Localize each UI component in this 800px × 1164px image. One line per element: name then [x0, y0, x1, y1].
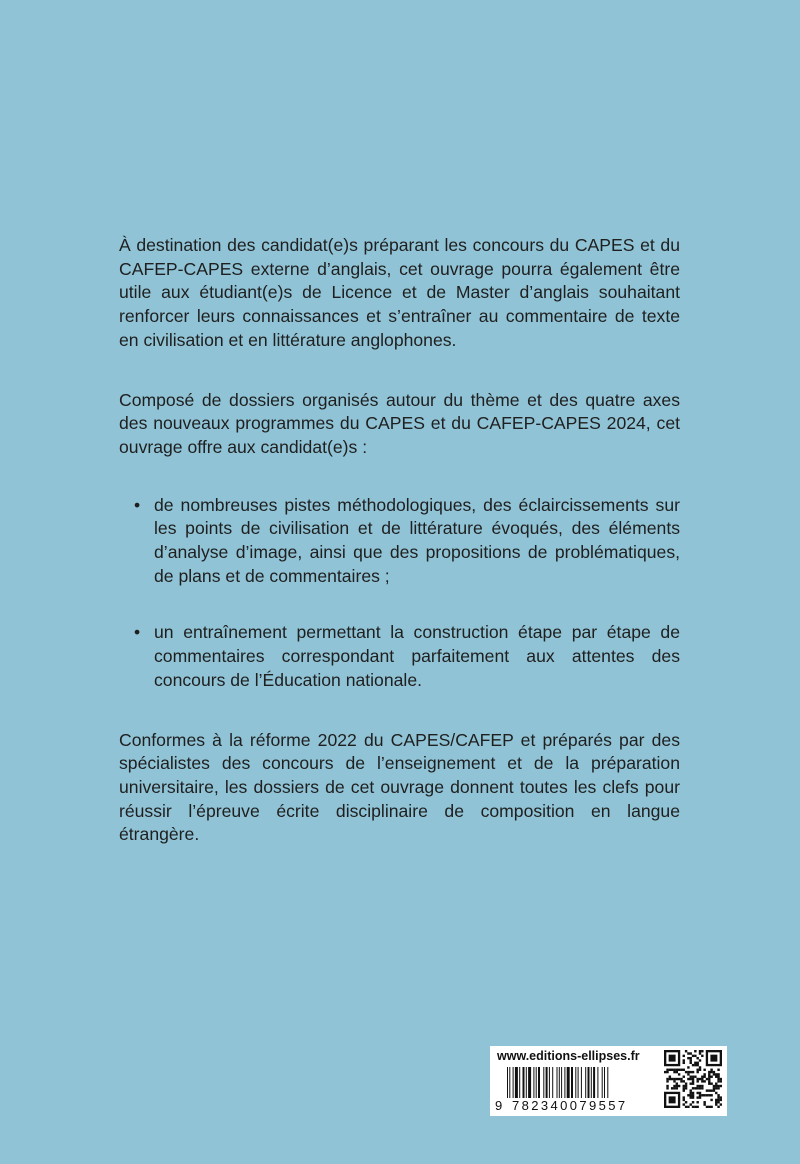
barcode-icon — [507, 1067, 655, 1098]
list-item-text: de nombreuses pistes méthodologiques, des éclaircissements sur les points de civilisation et de littérature évoqués, des éléments d’analyse d’image, ainsi que des propositions de problématiques, de plans et de commentaires ; — [154, 494, 680, 586]
barcode-block — [490, 1046, 727, 1116]
qr-code-icon — [664, 1050, 722, 1108]
list-item-text: un entraînement permettant la construction étape par étape de commentaires correspondant parfaitement aux attentes des concours de l’Éducation nationale. — [154, 622, 680, 690]
intro-paragraph: À destination des candidat(e)s préparant les concours du CAPES et du CAFEP-CAPES externe d’anglais, cet ouvrage pourra également être utile aux étudiant(e)s de Licence et de Master d’anglais souhaitant renforcer leurs connaissances et s’entraîner au commentaire de texte en civilisation et en littérature anglophones. — [119, 235, 680, 350]
isbn-first-digit: 9 — [495, 1098, 503, 1113]
list-item — [119, 621, 680, 692]
publisher-website[interactable]: www.editions-ellipses.fr — [497, 1049, 640, 1063]
isbn-number: 782340079557 — [512, 1098, 628, 1113]
content-paragraph: Composé de dossiers organisés autour du thème et des quatre axes des nouveaux programmes du CAPES et du CAFEP-CAPES 2024, cet ouvrage offre aux candidat(e)s : — [119, 389, 680, 457]
blurb-text — [119, 234, 680, 883]
list-item — [119, 494, 680, 589]
bullet-icon: • — [134, 494, 141, 515]
bullet-icon: • — [134, 622, 141, 643]
closing-paragraph: Conformes à la réforme 2022 du CAPES/CAFEP et préparés par des spécialistes des concours de l’enseignement et de la préparation universitaire, les dossiers de cet ouvrage donnent toutes les clefs pour réussir l’épreuve écrite disciplinaire de composition en langue étrangère. — [119, 729, 680, 845]
bullet-list — [119, 494, 680, 693]
